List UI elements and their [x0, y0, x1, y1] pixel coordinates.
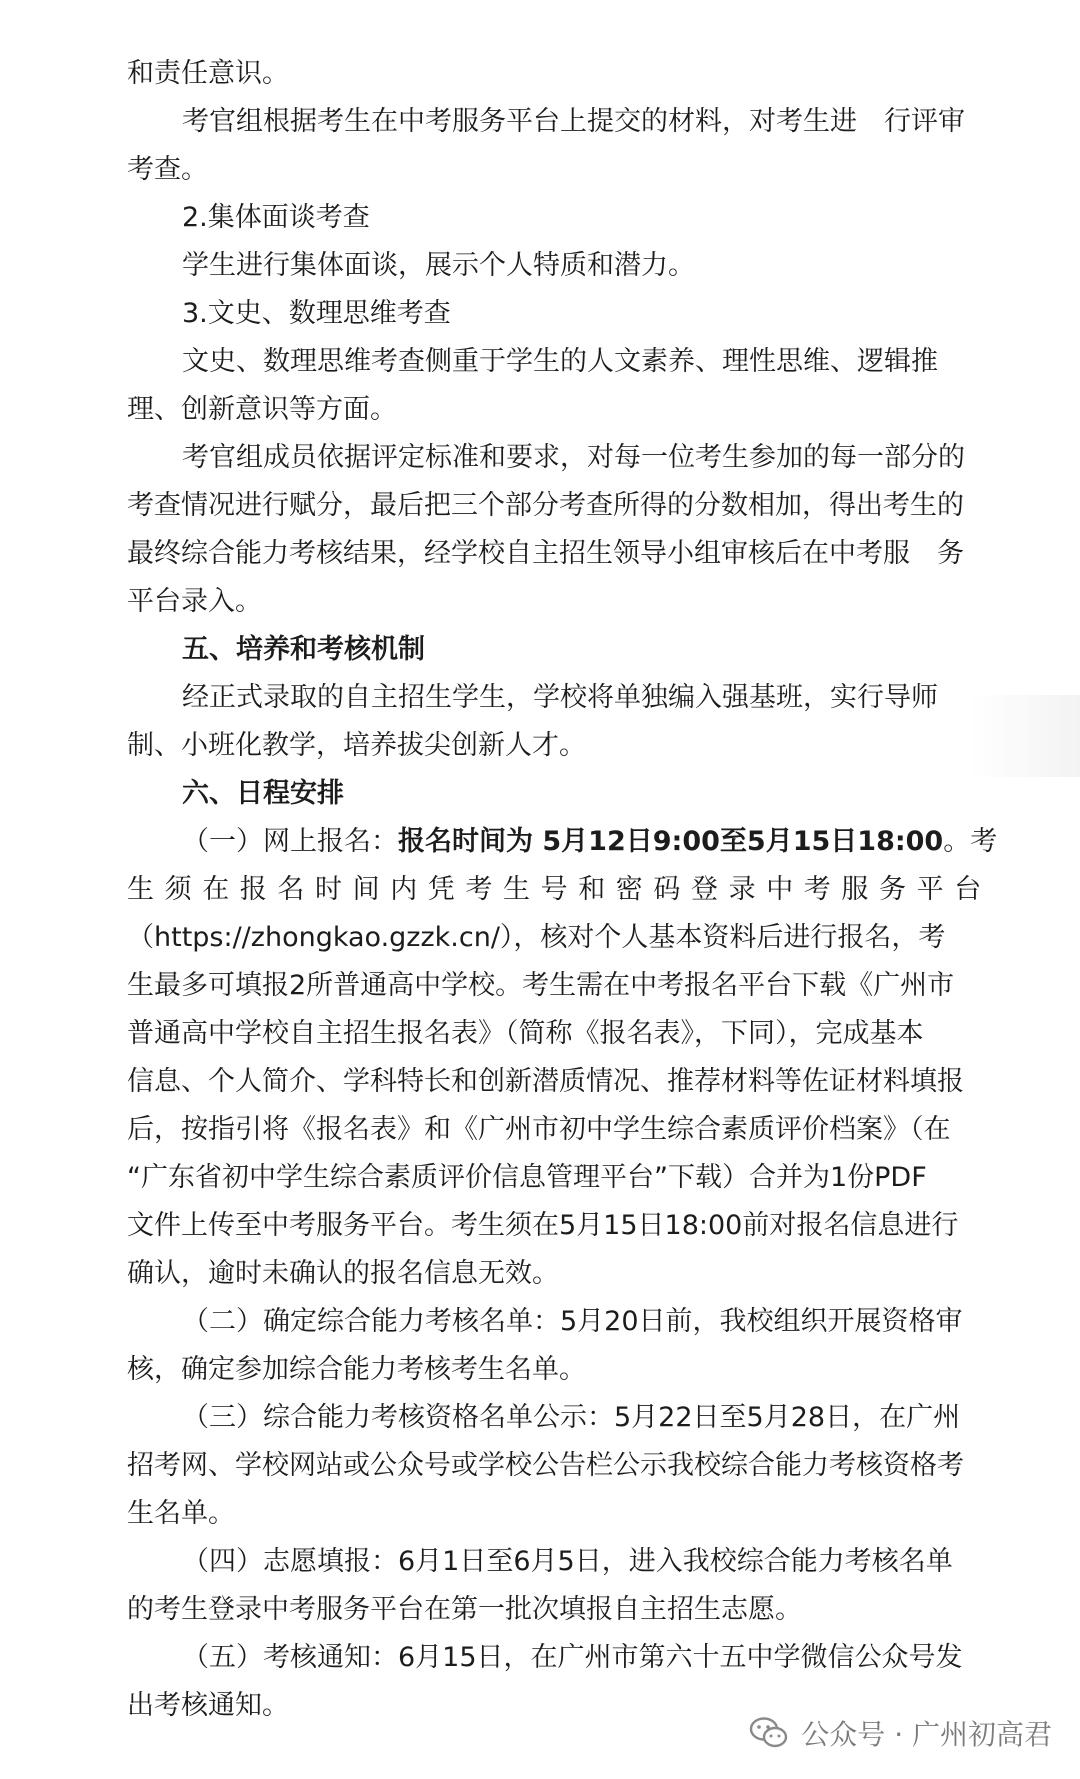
paragraph-line: 核，确定参加综合能力考核考生名单。	[127, 1354, 586, 1385]
paragraph-line: （五）考核通知：6月15日，在广州市第六十五中学微信公众号发	[182, 1642, 963, 1673]
paragraph-line: 平台录入。	[127, 586, 262, 617]
paragraph-line: 的考生登录中考服务平台在第一批次填报自主招生志愿。	[127, 1594, 802, 1625]
wechat-icon	[749, 1716, 789, 1750]
document-body	[127, 50, 998, 1730]
paragraph-line: 考官组成员依据评定标准和要求，对每一位考生参加的每一部分的	[182, 442, 965, 473]
paragraph-line: 和责任意识。	[127, 58, 289, 89]
paragraph-line: 经正式录取的自主招生学生，学校将单独编入强基班，实行导师	[182, 682, 938, 713]
paragraph-line: 最终综合能力考核结果，经学校自主招生领导小组审核后在中考服 务	[127, 538, 964, 569]
paragraph-line: 生最多可填报2所普通高中学校。考生需在中考报名平台下载《广州市	[127, 970, 955, 1001]
watermark-text: 公众号 · 广州初高君	[801, 1718, 1052, 1751]
section-heading: 六、日程安排	[182, 778, 344, 809]
paragraph-line: 招考网、学校网站或公众号或学校公告栏公示我校综合能力考核资格考	[127, 1450, 964, 1481]
watermark	[749, 1713, 1052, 1753]
item-label: （一）网上报名：	[182, 826, 398, 857]
paragraph-line: 信息、个人简介、学科特长和创新潜质情况、推荐材料等佐证材料填报	[127, 1066, 964, 1097]
paragraph-line: 学生进行集体面谈，展示个人特质和潜力。	[182, 250, 695, 281]
subheading: 2.集体面谈考查	[182, 202, 370, 233]
section-heading: 五、培养和考核机制	[182, 634, 425, 665]
paragraph-line: 制、小班化教学，培养拔尖创新人才。	[127, 730, 586, 761]
paragraph-line: 考查情况进行赋分，最后把三个部分考查所得的分数相加，得出考生的	[127, 490, 964, 521]
paragraph-line: （三）综合能力考核资格名单公示：5月22日至5月28日，在广州	[182, 1402, 961, 1433]
item-text: 。考	[943, 826, 998, 857]
subheading: 3.文史、数理思维考查	[182, 298, 451, 329]
paragraph-line: 生须在报名时间内凭考生号和密码登录中考服务平台	[127, 874, 992, 905]
paragraph-line	[127, 818, 998, 866]
page-edge-artifact	[970, 695, 1080, 777]
registration-time: 报名时间为 5月12日9:00至5月15日18:00	[398, 826, 944, 857]
paragraph-line: 理、创新意识等方面。	[127, 394, 397, 425]
paragraph-line: 文史、数理思维考查侧重于学生的人文素养、理性思维、逻辑推	[182, 346, 938, 377]
paragraph-line: 考查。	[127, 154, 208, 185]
paragraph-line: 确认，逾时未确认的报名信息无效。	[127, 1258, 559, 1289]
paragraph-line: 普通高中学校自主招生报名表》（简称《报名表》，下同），完成基本	[127, 1018, 924, 1049]
paragraph-line: （四）志愿填报：6月1日至6月5日，进入我校综合能力考核名单	[182, 1546, 953, 1577]
paragraph-line: 生名单。	[127, 1498, 235, 1529]
paragraph-line: 出考核通知。	[127, 1690, 289, 1721]
paragraph-line: 文件上传至中考服务平台。考生须在5月15日18:00前对报名信息进行	[127, 1210, 959, 1241]
paragraph-line: 后，按指引将《报名表》和《广州市初中学生综合素质评价档案》（在	[127, 1114, 951, 1145]
paragraph-line: “广东省初中学生综合素质评价信息管理平台”下载）合并为1份PDF	[127, 1162, 927, 1193]
paragraph-line: （二）确定综合能力考核名单：5月20日前，我校组织开展资格审	[182, 1306, 963, 1337]
paragraph-line: 考官组根据考生在中考服务平台上提交的材料，对考生进 行评审	[182, 106, 965, 137]
paragraph-line: （https://zhongkao.gzzk.cn/），核对个人基本资料后进行报名，考	[127, 922, 946, 953]
